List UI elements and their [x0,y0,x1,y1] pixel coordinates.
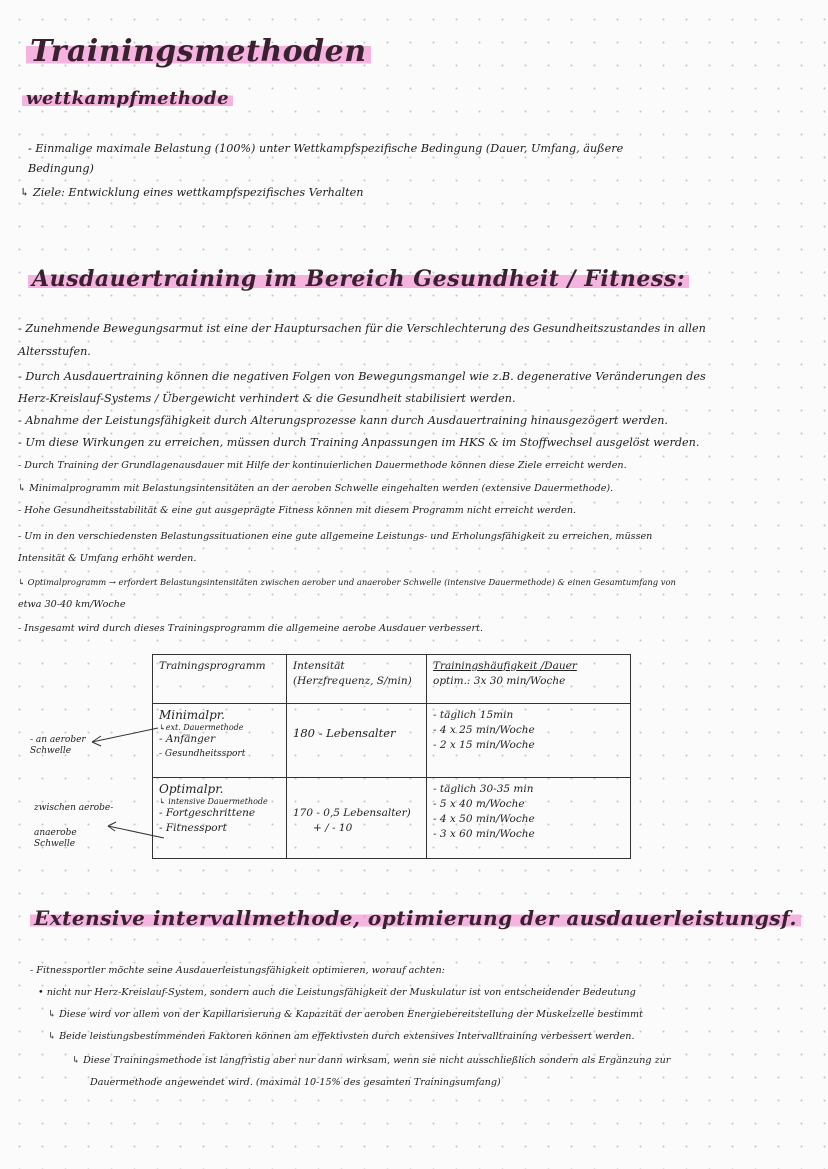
ausdauer-line: Intensität & Umfang erhöht werden. [18,553,197,564]
ausdauer-line: - Hohe Gesundheitsstabilität & eine gut ausgeprägte Fitness können mit diesem Programm nicht erreicht werden. [18,505,577,516]
optimal-intensity-cell: 170 - 0,5 Lebensalter) + / - 10 [287,777,427,858]
page-title: Trainingsmethoden [26,34,371,69]
ausdauer-line: - Zunehmende Bewegungsarmut ist eine der Hauptursachen für die Verschlechterung des Gesundheitszustandes in allen [18,322,706,335]
intervall-line: ↳ Beide leistungsbestimmenden Faktoren können am effektivsten durch extensives Intervalltraining verbessert werden. [48,1031,635,1042]
intervall-line: ↳ Diese wird vor allem von der Kapillarisierung & Kapazität der aeroben Energiebereitstellung der Muskelzelle bestimmt [48,1009,643,1020]
wettkampf-line-1: - Einmalige maximale Belastung (100%) unter Wettkampfspezifische Bedingung (Dauer, Umfang, äußere [28,142,624,155]
note-anaerobe-schwelle: zwischen aerobe- anaerobe Schwelle [34,803,114,849]
note-aerobe-schwelle: - an aerober Schwelle [30,735,86,756]
header-program: Trainingsprogramm [153,655,287,704]
intervall-line: • nicht nur Herz-Kreislauf-System, sondern auch die Leistungsfähigkeit der Muskulatur ist von entscheidender Bedeutung [38,987,636,998]
ausdauer-line: - Abnahme der Leistungsfähigkeit durch Alterungsprozesse kann durch Ausdauertraining hinausgezögert werden. [18,414,668,427]
minimal-frequency-cell: - täglich 15min - 4 x 25 min/Woche - 2 x 15 min/Woche [427,704,631,778]
optimal-frequency-cell: - täglich 30-35 min - 5 x 40 m/Woche - 4 x 50 min/Woche - 3 x 60 min/Woche [427,777,631,858]
intervall-line: Dauermethode angewendet wird. (maximal 10-15% des gesamten Trainingsumfang) [90,1077,501,1088]
optimal-program-cell: Optimalpr. ↳ intensive Dauermethode - Fortgeschrittene - Fitnessport [153,777,287,858]
ausdauer-line: - Durch Training der Grundlagenausdauer mit Hilfe der kontinuierlichen Dauermethode können diese Ziele erreicht werden. [18,460,627,471]
ausdauer-line: - Um diese Wirkungen zu erreichen, müssen durch Training Anpassungen im HKS & im Stoffwechsel ausgelöst werden. [18,436,700,449]
ausdauer-line: ↳ Optimalprogramm → erfordert Belastungsintensitäten zwischen aerober und anaerober Schwelle (intensive Dauermethode) & einen Gesamtumfang von [18,577,676,587]
wettkampf-line-2: Bedingung) [28,162,94,175]
minimal-intensity-cell: 180 - Lebensalter [287,704,427,778]
ausdauer-line: Altersstufen. [18,345,91,358]
ausdauer-line: - Insgesamt wird durch dieses Trainingsprogramm die allgemeine aerobe Ausdauer verbessert. [18,623,484,634]
header-intensity: Intensität (Herzfrequenz, S/min) [287,655,427,704]
ausdauer-line: etwa 30-40 km/Woche [18,599,126,610]
heading-extensive-intervallmethode: Extensive intervallmethode, optimierung der ausdauerleistungsf. [30,906,801,930]
intervall-line: ↳ Diese Trainingsmethode ist langfristig aber nur dann wirksam, wenn sie nicht ausschließlich sondern als Ergänzung zur [72,1055,671,1066]
minimal-program-cell: Minimalpr. ↳ext. Dauermethode - Anfänger - Gesundheitssport [153,704,287,778]
wettkampf-line-3: ↳ Ziele: Entwicklung eines wettkampfspezifisches Verhalten [20,186,364,199]
ausdauer-line: Herz-Kreislauf-Systems / Übergewicht verhindert & die Gesundheit stabilisiert werden. [18,392,516,405]
header-frequency: Trainingshäufigkeit /Dauer optim.: 3x 30 min/Woche [427,655,631,704]
heading-ausdauertraining: Ausdauertraining im Bereich Gesundheit / Fitness: [28,266,689,292]
intervall-line: - Fitnessportler möchte seine Ausdauerleistungsfähigkeit optimieren, worauf achten: [30,965,445,976]
ausdauer-line: - Um in den verschiedensten Belastungssituationen eine gute allgemeine Leistungs- und Erholungsfähigkeit zu erreichen, müssen [18,531,653,542]
heading-wettkampfmethode: wettkampfmethode [22,88,233,109]
ausdauer-line: - Durch Ausdauertraining können die negativen Folgen von Bewegungsmangel wie z.B. degenerative Veränderungen des [18,370,706,383]
ausdauer-line: ↳ Minimalprogramm mit Belastungsintensitäten an der aeroben Schwelle eingehalten werden (extensive Dauermethode). [18,483,614,494]
